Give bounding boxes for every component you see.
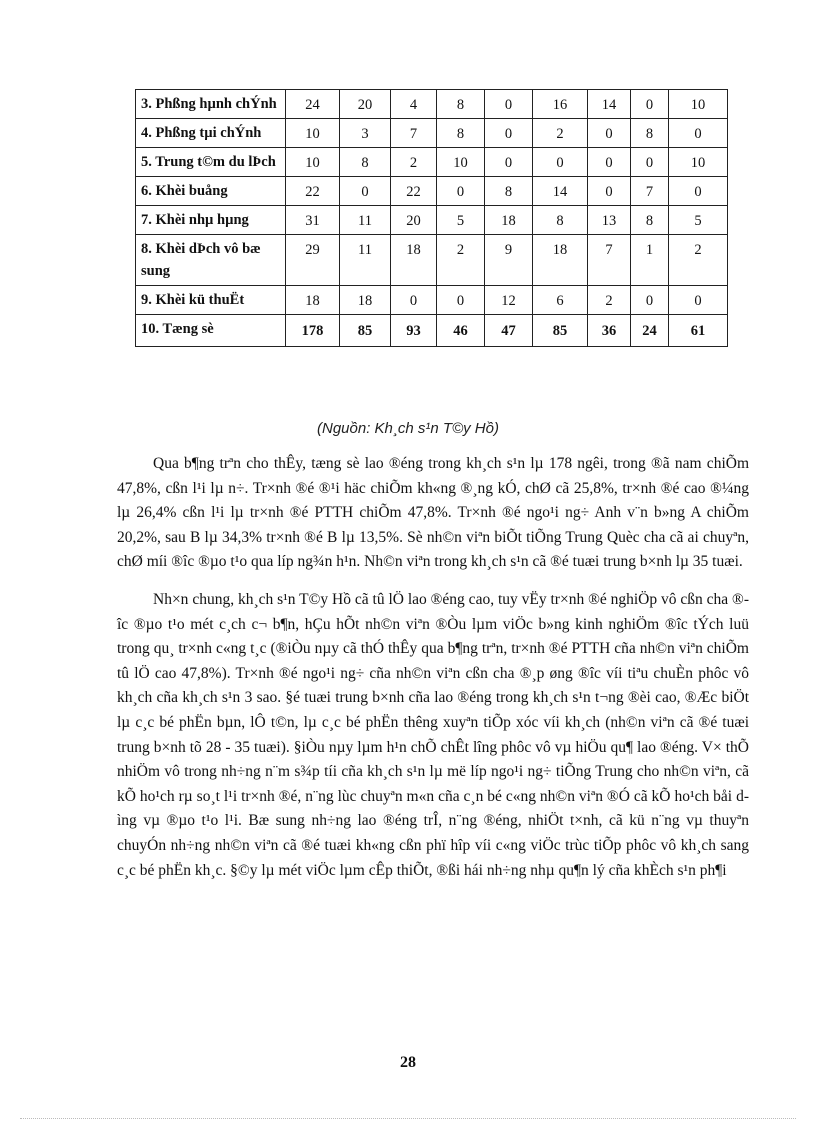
table-cell: 8 xyxy=(631,119,669,148)
table-cell: 10 xyxy=(437,148,485,177)
table-cell: 22 xyxy=(286,177,340,206)
table-cell: 22 xyxy=(391,177,437,206)
table-cell: 8 xyxy=(631,206,669,235)
table-cell: 14 xyxy=(588,90,631,119)
table-cell: 16 xyxy=(533,90,588,119)
table-cell: 0 xyxy=(588,177,631,206)
body-text xyxy=(117,452,749,896)
table-cell: 93 xyxy=(391,315,437,347)
table-cell: 0 xyxy=(437,177,485,206)
table-cell: 10 xyxy=(286,148,340,177)
table-cell: 10 xyxy=(669,148,728,177)
table-cell: 178 xyxy=(286,315,340,347)
row-label: 7. Khèi nhµ hµng xyxy=(136,206,286,235)
page-number: 28 xyxy=(400,1054,416,1071)
table-row xyxy=(136,286,728,315)
table-cell: 5 xyxy=(437,206,485,235)
table-cell: 0 xyxy=(631,148,669,177)
paragraph-2: Nh×n chung, kh¸ch s¹n T©y Hồ cã tû lÖ lao ®éng cao, tuy vËy tr×nh ®é nghiÖp vô cßn cha ®îc ®µo t¹o mét c¸ch c¬ b¶n, hÇu hÕt nh©n viªn ®Òu lµm viÖc b»ng kinh nghiÖm ®îc tÝch luü trong qu¸ tr×nh c«ng t¸c (®iÒu nµy cã thÓ thÊy qua b¶ng trªn, tr×nh ®é PTTH cña nh©n viªn chiÕm tû lÖ cao 47,8%). Tr×nh ®é ngo¹i ng÷ cña nh©n viªn cßn cha ®¸p øng ®îc víi tiªu chuÈn phôc vô kh¸ch cña kh¸ch s¹n 3 sao. §é tuæi trung b×nh cña lao ®éng trong kh¸ch s¹n t¬ng ®èi cao, ®Æc biÖt lµ c¸c bé phËn bµn, lÔ t©n, lµ c¸c bé phËn thêng xuyªn tiÕp xóc víi kh¸ch (nh©n viªn cã ®é tuæi trung b×nh tõ 28 - 35 tuæi). §iÒu nµy lµm h¹n chÕ chÊt lîng phôc vô vµ hiÖu qu¶ lao ®éng. V× thÕ nhiÖm vô trong nh÷ng n¨m s¾p tíi cña kh¸ch s¹n lµ më líp ngo¹i ng÷ tiÕng Trung cho nh©n viªn, cã kÕ ho¹ch rµ so¸t l¹i tr×nh ®é, n¨ng lùc chuyªn m«n cña c¸n bé c«ng nh©n viªn ®Ó cã kÕ ho¹ch båi dìng vµ ®µo t¹o l¹i. Bæ sung nh÷ng lao ®éng trÎ, n¨ng ®éng, nhiÖt t×nh, cã kü n¨ng vµ thuyªn chuyÓn nh÷ng nh©n viªn cã ®é tuæi kh«ng cßn phï hîp víi c«ng viÖc trùc tiÕp phôc vô kh¸ch sang c¸c bé phËn kh¸c. §©y lµ mét viÖc lµm cÊp thiÕt, ®ßi hái nh÷ng nhµ qu¶n lý cña khÈch s¹n ph¶i xyxy=(117,590,749,879)
table-row xyxy=(136,235,728,286)
table-cell: 61 xyxy=(669,315,728,347)
table-cell: 6 xyxy=(533,286,588,315)
paragraph-1: Qua b¶ng trªn cho thÊy, tæng sè lao ®éng trong kh¸ch s¹n lµ 178 ngêi, trong ®ã nam chiÕm 47,8%, cßn l¹i lµ n÷. Tr×nh ®é ®¹i häc chiÕm kh«ng ®¸ng kÓ, chØ cã 25,8%, tr×nh ®é cao ®¼ng lµ 26,4% cßn l¹i lµ tr×nh ®é PTTH chiÕm 47,8%. Tr×nh ®é ngo¹i ng÷ Anh v¨n b»ng A chiÕm 20,2%, sau B lµ 34,3% tr×nh ®é B lµ 13,5%. Sè nh©n viªn biÕt tiÕng Trung Quèc cha cã ai chuyªn, chØ míi ®îc ®µo t¹o qua líp ng¾n h¹n. Nh©n viªn trong kh¸ch s¹n cã ®é tuæi trung b×nh lµ 35 tuæi. xyxy=(117,455,749,571)
row-label: 6. Khèi buång xyxy=(136,177,286,206)
table-cell: 0 xyxy=(669,177,728,206)
table-cell: 0 xyxy=(631,286,669,315)
table-cell: 0 xyxy=(391,286,437,315)
table-cell: 3 xyxy=(340,119,391,148)
table-cell: 47 xyxy=(485,315,533,347)
table-total-row xyxy=(136,315,728,347)
table-cell: 24 xyxy=(631,315,669,347)
table-cell: 18 xyxy=(391,235,437,286)
table-cell: 1 xyxy=(631,235,669,286)
table-cell: 0 xyxy=(485,119,533,148)
table-cell: 18 xyxy=(485,206,533,235)
table-cell: 18 xyxy=(533,235,588,286)
table-cell: 85 xyxy=(533,315,588,347)
table-cell: 0 xyxy=(588,119,631,148)
table-row xyxy=(136,119,728,148)
table-cell: 0 xyxy=(485,148,533,177)
table-cell: 8 xyxy=(533,206,588,235)
table-source-caption: (Nguồn: Kh¸ch s¹n T©y Hồ) xyxy=(317,420,499,437)
row-label: 8. Khèi dÞch vô bæ sung xyxy=(136,235,286,286)
table-cell: 0 xyxy=(340,177,391,206)
table-cell: 10 xyxy=(286,119,340,148)
table-cell: 8 xyxy=(437,119,485,148)
table-cell: 11 xyxy=(340,235,391,286)
table-cell: 2 xyxy=(533,119,588,148)
row-label: 10. Tæng sè xyxy=(136,315,286,347)
table-cell: 46 xyxy=(437,315,485,347)
table-cell: 0 xyxy=(631,90,669,119)
table-cell: 0 xyxy=(669,119,728,148)
table-cell: 8 xyxy=(340,148,391,177)
table-cell: 8 xyxy=(437,90,485,119)
table-cell: 18 xyxy=(340,286,391,315)
table-cell: 7 xyxy=(631,177,669,206)
table-cell: 0 xyxy=(669,286,728,315)
table-cell: 20 xyxy=(340,90,391,119)
table-cell: 24 xyxy=(286,90,340,119)
table-cell: 8 xyxy=(485,177,533,206)
table-cell: 2 xyxy=(437,235,485,286)
table-cell: 29 xyxy=(286,235,340,286)
table-cell: 5 xyxy=(669,206,728,235)
table-row xyxy=(136,90,728,119)
table-cell: 11 xyxy=(340,206,391,235)
table-cell: 7 xyxy=(588,235,631,286)
table-cell: 4 xyxy=(391,90,437,119)
table-cell: 20 xyxy=(391,206,437,235)
table-cell: 2 xyxy=(669,235,728,286)
table-cell: 36 xyxy=(588,315,631,347)
table-cell: 12 xyxy=(485,286,533,315)
row-label: 3. Phßng hµnh chÝnh xyxy=(136,90,286,119)
table-cell: 2 xyxy=(391,148,437,177)
table-cell: 10 xyxy=(669,90,728,119)
table-cell: 7 xyxy=(391,119,437,148)
row-label: 4. Phßng tµi chÝnh xyxy=(136,119,286,148)
table-cell: 0 xyxy=(533,148,588,177)
table-cell: 0 xyxy=(437,286,485,315)
table-cell: 13 xyxy=(588,206,631,235)
table-cell: 0 xyxy=(588,148,631,177)
table-cell: 14 xyxy=(533,177,588,206)
table-row xyxy=(136,148,728,177)
table-row xyxy=(136,206,728,235)
table-row xyxy=(136,177,728,206)
row-label: 5. Trung t©m du lÞch xyxy=(136,148,286,177)
table-cell: 0 xyxy=(485,90,533,119)
footer-divider xyxy=(20,1118,796,1119)
table-cell: 31 xyxy=(286,206,340,235)
table-cell: 9 xyxy=(485,235,533,286)
row-label: 9. Khèi kü thuËt xyxy=(136,286,286,315)
staff-statistics-table xyxy=(135,89,728,347)
table-cell: 85 xyxy=(340,315,391,347)
table-cell: 2 xyxy=(588,286,631,315)
table-cell: 18 xyxy=(286,286,340,315)
